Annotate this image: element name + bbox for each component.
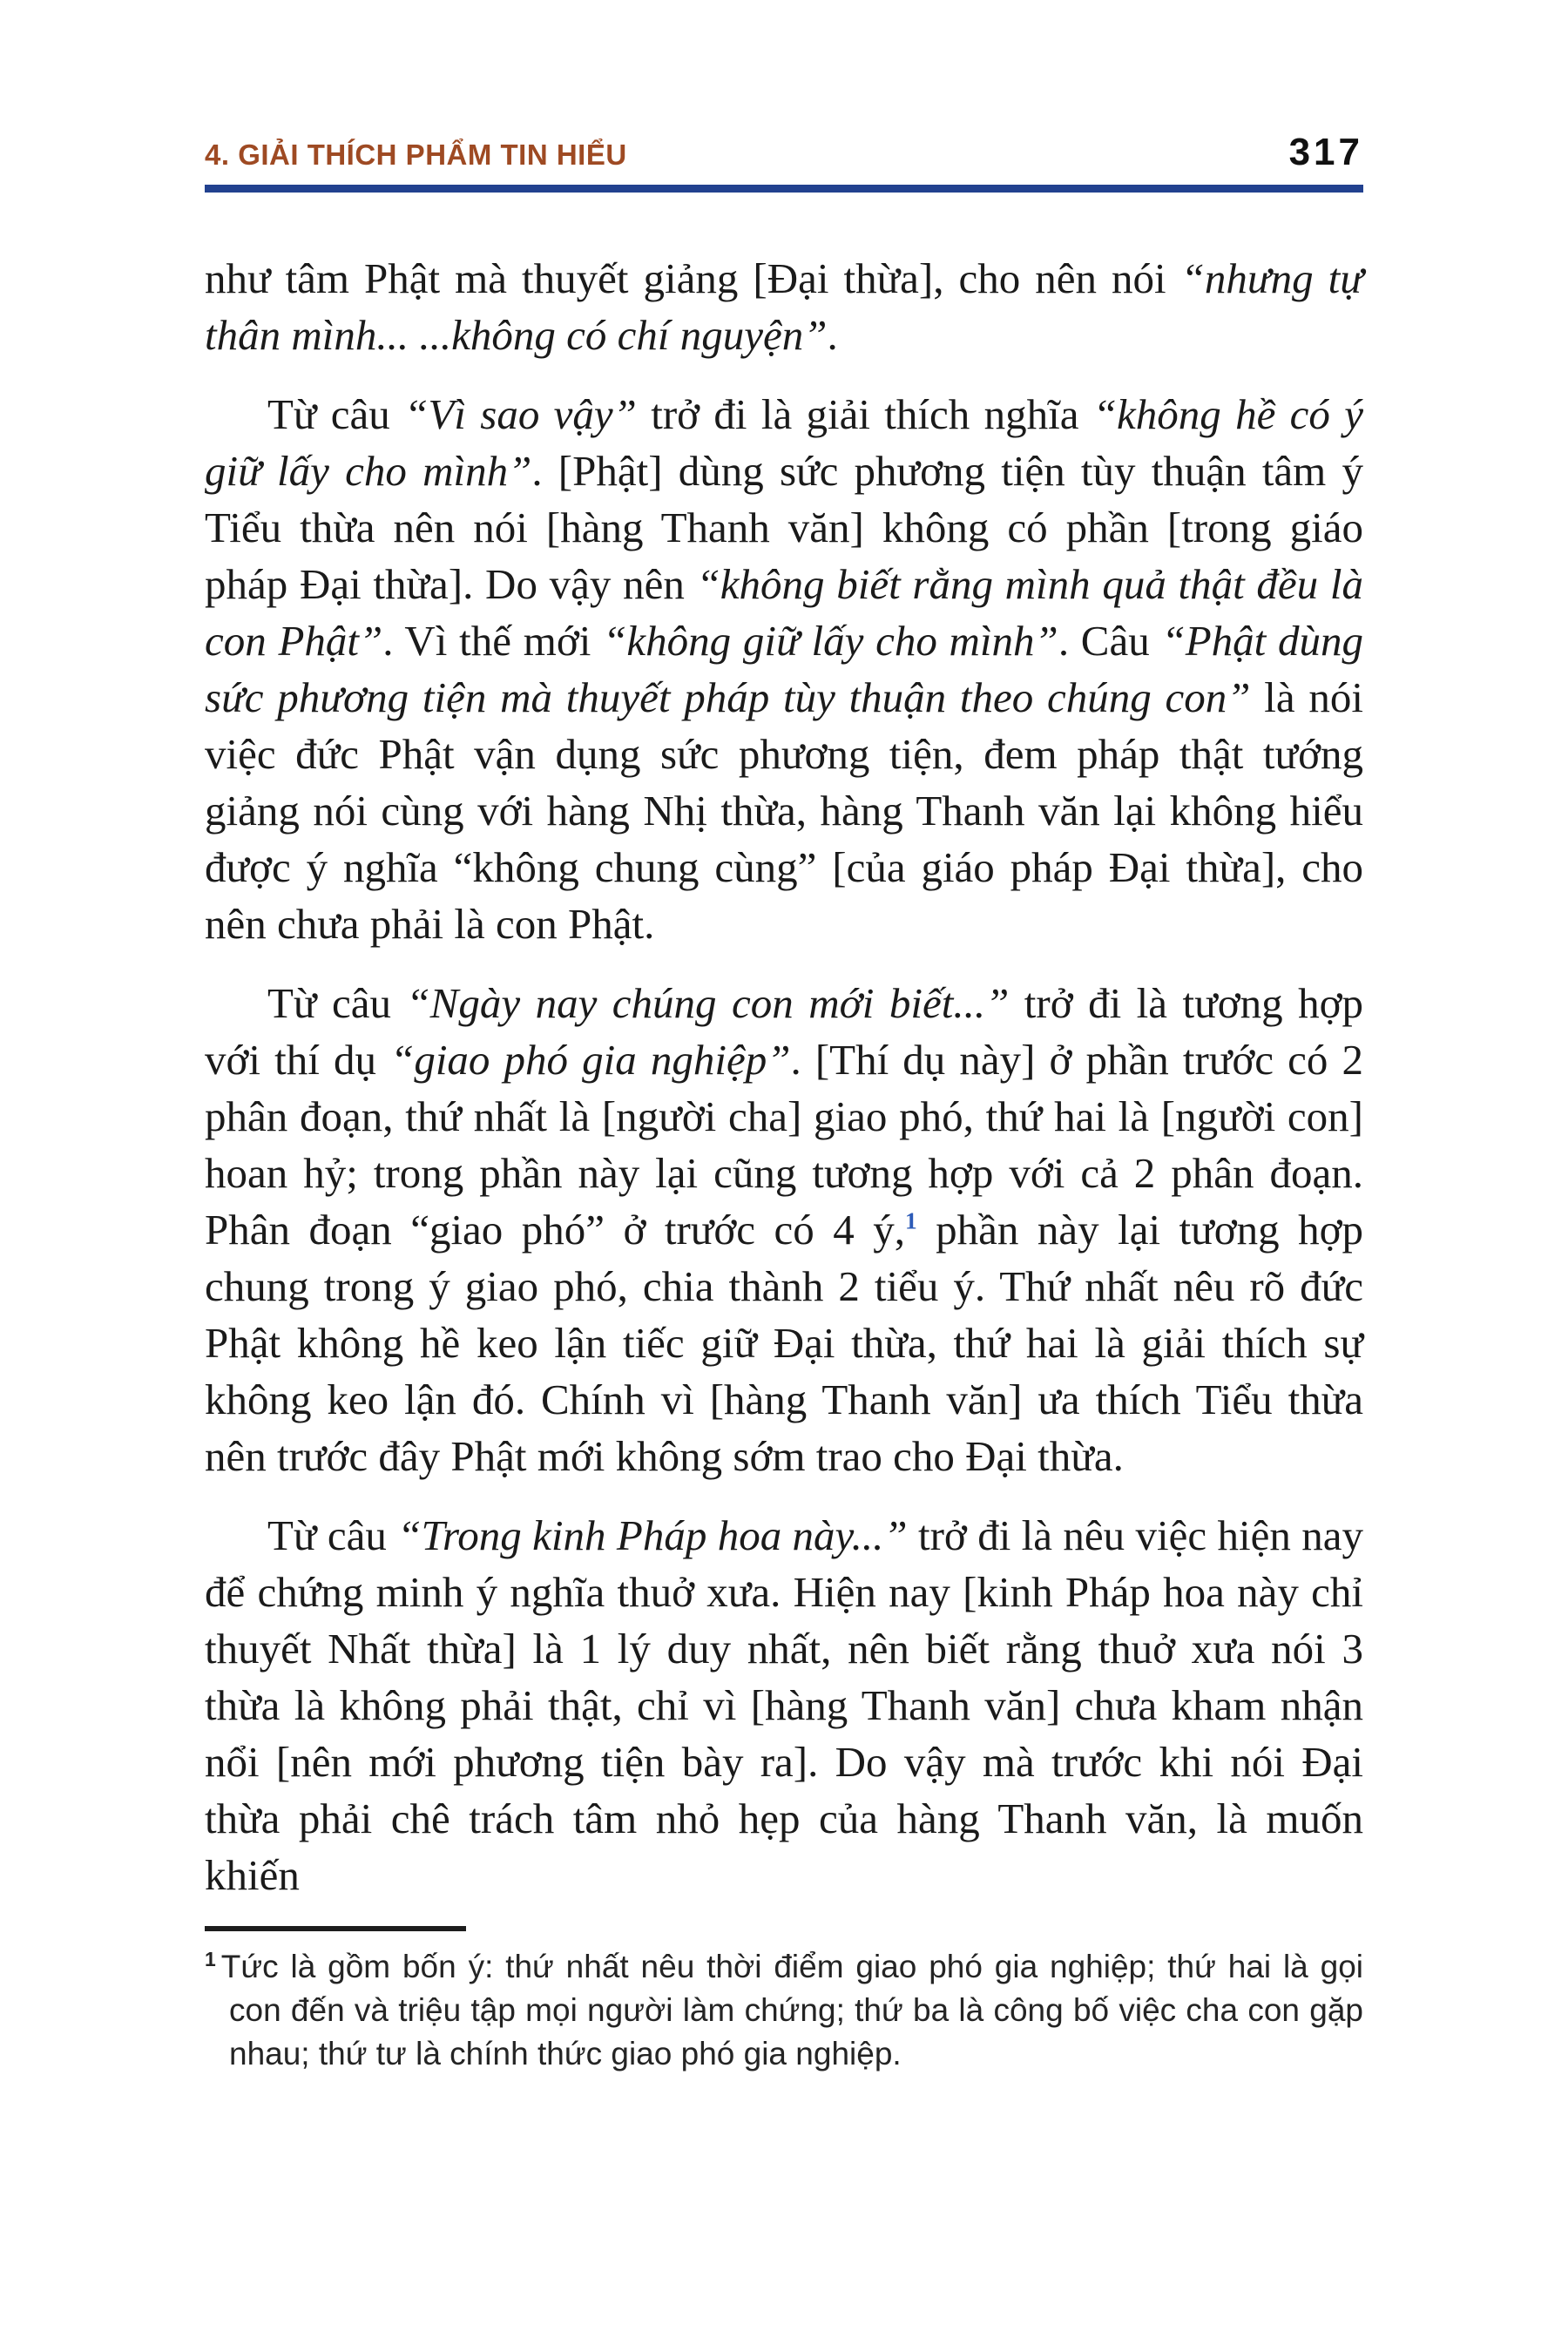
text-segment: trở đi là giải thích nghĩa [636, 390, 1093, 438]
footnote-section [205, 1926, 1363, 2076]
text-segment: . [Thí dụ này] ở phần trước có 2 phân đoạn, thứ nhất là [người cha] giao phó, thứ hai là [người con] hoan hỷ; trong phần này lại cũng tương hợp với cả 2 phân đoạn. Phân đoạn “giao phó” ở trước có 4 ý, [205, 1036, 1363, 1254]
footnote-separator-rule [205, 1926, 466, 1931]
page-header [205, 131, 1363, 193]
body-text [205, 250, 1363, 1903]
header-rule [205, 185, 1363, 193]
footnote [205, 1945, 1363, 2076]
text-segment: là nói việc đức Phật vận dụng sức phương tiện, đem pháp thật tướng giảng nói cùng với hàng Nhị thừa, hàng Thanh văn lại không hiểu được ý nghĩa “không chung cùng” [của giáo pháp Đại thừa], cho nên chưa phải là con Phật. [205, 673, 1363, 948]
text-segment: “Trong kinh Pháp hoa này...” [397, 1511, 908, 1559]
footnote-marker: 1 [205, 1947, 216, 1970]
text-segment: “không biết rằng mình quả thật đều là con Phật” [205, 560, 1363, 665]
text-segment: Từ câu [267, 390, 405, 438]
text-segment: như tâm Phật mà thuyết giảng [Đại thừa], cho nên nói [205, 254, 1181, 302]
footnote-text: Tức là gồm bốn ý: thứ nhất nêu thời điểm giao phó gia nghiệp; thứ hai là gọi con đến và triệu tập mọi người làm chứng; thứ ba là công bố việc cha con gặp nhau; thứ tư là chính thức giao phó gia nghiệp. [220, 1949, 1363, 2072]
text-segment: trở đi là tương hợp với thí dụ [205, 979, 1363, 1084]
text-segment: . Câu [1058, 617, 1162, 665]
paragraph-1 [205, 250, 1363, 363]
text-segment: . [Phật] dùng sức phương tiện tùy thuận tâm ý Tiểu thừa nên nói [hàng Thanh văn] không có phần [trong giáo pháp Đại thừa]. Do vậy nên [205, 447, 1364, 608]
header-row [205, 131, 1363, 174]
text-segment: “nhưng tự thân mình... ...không có chí nguyện” [205, 254, 1363, 359]
text-segment: “không hề có ý giữ lấy cho mình” [205, 390, 1364, 495]
text-segment: phần này lại tương hợp chung trong ý giao phó, chia thành 2 tiểu ý. Thứ nhất nêu rõ đức Phật không hề keo lận tiếc giữ Đại thừa, thứ hai là giải thích sự không keo lận đó. Chính vì [hàng Thanh văn] ưa thích Tiểu thừa nên trước đây Phật mới không sớm trao cho Đại thừa. [205, 1206, 1364, 1480]
text-segment: “Phật dùng sức phương tiện mà thuyết pháp tùy thuận theo chúng con” [205, 617, 1364, 721]
paragraph-3 [205, 975, 1363, 1484]
chapter-title: 4. GIẢI THÍCH PHẨM TIN HIỂU [205, 139, 627, 171]
text-segment: Từ câu [267, 1511, 398, 1559]
text-segment: “Vì sao vậy” [404, 390, 637, 438]
text-segment: . [827, 311, 838, 359]
text-segment: “không giữ lấy cho mình” [603, 617, 1058, 665]
footnote-reference: 1 [904, 1207, 917, 1234]
page-number: 317 [1288, 131, 1363, 173]
text-segment: “giao phó gia nghiệp” [390, 1036, 791, 1084]
text-segment: Từ câu [267, 979, 407, 1027]
text-segment: . Vì thế mới [382, 617, 604, 665]
paragraph-2 [205, 386, 1363, 952]
text-segment: trở đi là nêu việc hiện nay để chứng minh ý nghĩa thuở xưa. Hiện nay [kinh Pháp hoa này chỉ thuyết Nhất thừa] là 1 lý duy nhất, nên biết rằng thuở xưa nói 3 thừa là không phải thật, chỉ vì [hàng Thanh văn] chưa kham nhận nổi [nên mới phương tiện bày ra]. Do vậy mà trước khi nói Đại thừa phải chê trách tâm nhỏ hẹp của hàng Thanh văn, là muốn khiến [205, 1511, 1363, 1899]
text-segment: “Ngày nay chúng con mới biết...” [406, 979, 1010, 1027]
paragraph-4 [205, 1507, 1363, 1903]
